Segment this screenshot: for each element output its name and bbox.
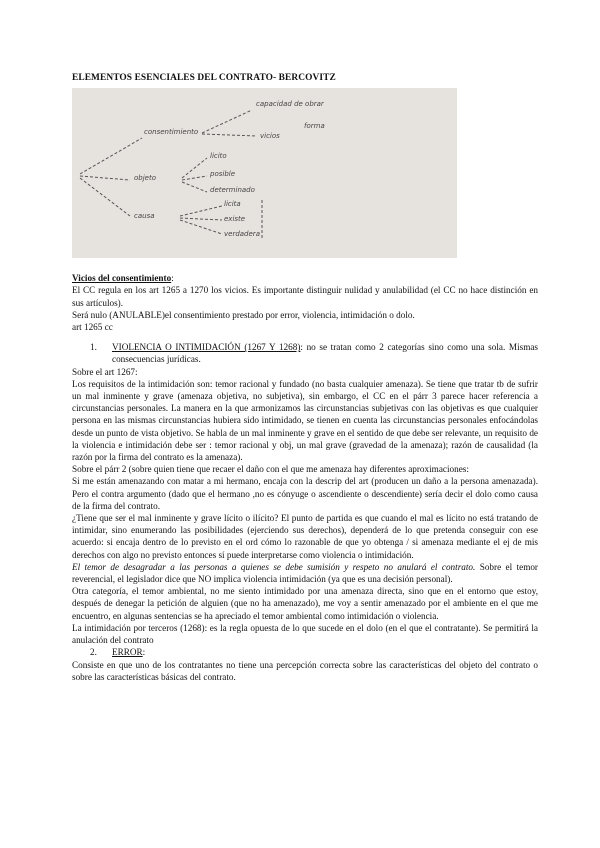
diagram-label-cause: causa [134, 212, 155, 221]
item-1-hermano: Si me están amenazando con matar a mi hermano, encaja con la descrip del art (producen un daño a la persona amenazada). Pero el contra argumento (dado que el hermano ,no es cónyuge o ascendiente o descendiente) sería decir el dolo como causa de la firma del contrato. [72, 476, 538, 511]
item-1-title-rest: : no se tratan como 2 categorías sino como una sola. Mismas consecuencias jurídicas. [112, 342, 538, 365]
diagram-label-existente: existe [224, 215, 246, 224]
section-heading-vicios [72, 272, 538, 284]
item-2-paragraph: Consiste en que uno de los contratantes no tiene una percepción correcta sobre las características del objeto del contrato o sobre las características básicas del contrato. [72, 659, 538, 682]
diagram-label-verdadera: verdadera [224, 230, 260, 239]
item-2-heading [90, 646, 538, 658]
document-title: ELEMENTOS ESENCIALES DEL CONTRATO- BERCOVITZ [72, 73, 336, 83]
diagram-label-consent: consentimiento [144, 128, 199, 137]
item-1-heading [90, 341, 538, 365]
item-1-temor-rest: Sobre el temor reverencial, el legislador dice que NO implica violencia intimidación (ya que es una decisión personal). [72, 561, 538, 585]
item-1-terceros: La intimidación por terceros (1268): es la regla opuesta de lo que sucede en el dolo (en el que el contratante). Se permitirá la anulación del contrato [72, 622, 538, 646]
item-1-temor [72, 561, 538, 585]
diagram-label-posible: posible [210, 170, 236, 179]
item-2-title: ERROR [112, 647, 143, 658]
item-1-title: VIOLENCIA O INTIMIDACIÓN (1267 Y 1268) [112, 342, 301, 353]
diagram-label-vicios: vicios [260, 132, 280, 141]
vicios-paragraph-3: art 1265 cc [72, 322, 113, 333]
diagram-label-cap: capacidad de obrar [256, 100, 324, 109]
item-2-number: 2. [90, 647, 97, 658]
item-1-parr2: Sobre el párr 2 (sobre quien tiene que recaer el daño con el que me amenaza hay diferentes aproximaciones: [72, 464, 469, 475]
vicios-heading: Vicios del consentimiento [72, 273, 172, 284]
item-1-number: 1. [90, 342, 97, 353]
item-1-ambiental: Otra categoría, el temor ambiental, no me siento intimidado por una amenaza directa, sino que en el entorno que estoy, después de denegar la petición de alguien (que no ha amenazado), me voy a sentir amenazado por el ambiente en el que me encuentro, en algunas sentencias se ha apreciado el temor ambiental como intimidación o violencia. [72, 586, 538, 621]
diagram-label-determinado: determinado [210, 186, 255, 195]
handwritten-diagram-photo [72, 88, 457, 258]
diagram-label-licita: licita [224, 200, 241, 209]
vicios-heading-suffix: : [171, 273, 174, 284]
diagram-label-object: objeto [134, 174, 157, 183]
item-2-title-suffix: : [142, 647, 146, 658]
item-1-requisitos: Los requisitos de la intimidación son: temor racional y fundado (no basta cualquier amenaza). Se tiene que tratar tb de sufrir un mal inminente y grave (amenaza objetiva, no subjetiva), sin embargo, el CC en el párr 3 parece hacer referencia a circunstancias personales. La manera en la que armonizamos las circunstancias subjetivas con las objetivas es que cualquier persona en las mismas circunstancias hubiera sido intimidado, se tienen en cuenta las circunstancias personales enfocándolas desde un punto de vista objetivo. Se habla de un mal inminente y grave en el sentido de que debe ser relevante, un requisito de la violencia e intimidación debe ser : temor racional y obj, un mal grave (gravedad de la amenaza); razón de causalidad (la razón por la firma del contrato es la amenaza). [72, 378, 538, 463]
diagram-label-forma: forma [304, 122, 325, 131]
vicios-paragraph-2: Será nulo (ANULABLE)el consentimiento prestado por error, violencia, intimidación o dolo. [72, 309, 415, 320]
vicios-paragraph-1: El CC regula en los art 1265 a 1270 los vicios. Es importante distinguir nulidad y anulabilidad (el CC no hace distinción en sus artículos). [72, 285, 538, 308]
diagram-sketch [72, 88, 457, 258]
item-1-temor-quote: El temor de desagradar a las personas a quienes se debe sumisión y respeto no anulará el contrato. [72, 561, 476, 572]
diagram-label-licito: licito [210, 152, 227, 161]
document-body [72, 72, 538, 683]
item-1-sobre: Sobre el art 1267: [72, 366, 138, 377]
item-1-licito: ¿Tiene que ser el mal inminente y grave lícito o ilícito? El punto de partida es que cuando el mal es lícito no está tratando de intimidar, sino enumerando las posibilidades (ejerciendo sus derechos), dependerá de lo que pretenda conseguir con ese acuerdo: si encaja dentro de lo previsto en el ord cómo lo razonable de que yo obtenga / si amenaza mediante el ej de mis derechos con algo no previsto entonces sí puede interpretarse como violencia o intimidación. [72, 513, 538, 560]
